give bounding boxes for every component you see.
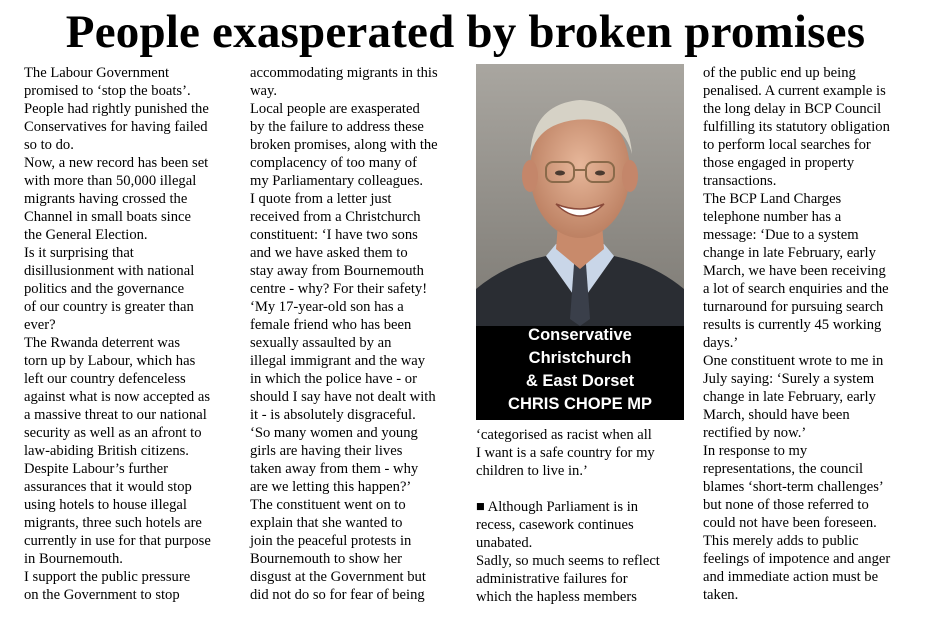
text-line: days.’ <box>703 335 739 351</box>
text-line: One constituent wrote to me in <box>703 353 884 369</box>
text-line: The constituent went on to <box>250 497 406 513</box>
text-line: turnaround for pursuing search <box>703 299 884 315</box>
text-line: July saying: ‘Surely a system <box>703 371 875 387</box>
text-line: ‘categorised as racist when all <box>476 427 652 443</box>
text-line: of our country is greater than <box>24 299 194 315</box>
text-line: fulfilling its statutory obligation <box>703 119 890 135</box>
text-line: People had rightly punished the <box>24 101 209 117</box>
text-line: to perform local searches for <box>703 137 871 153</box>
text-line: on the Government to stop <box>24 587 180 603</box>
text-line: Local people are exasperated <box>250 101 420 117</box>
text-line: telephone number has a <box>703 209 842 225</box>
column-3-text-a <box>476 426 684 480</box>
text-line: complacency of too many of <box>250 155 417 171</box>
text-line: taken away from them - why <box>250 461 419 477</box>
caption-line-constituency-1: Christchurch <box>528 349 632 367</box>
text-line: female friend who has been <box>250 317 412 333</box>
text-line: Sadly, so much seems to reflect <box>476 553 660 569</box>
text-line: blames ‘short-term challenges’ <box>703 479 884 495</box>
text-line: penalised. A current example is <box>703 83 886 99</box>
caption-line-party: Conservative <box>528 326 632 344</box>
text-line: could not have been foreseen. <box>703 515 877 531</box>
text-line: change in late February, early <box>703 389 876 405</box>
text-line: with more than 50,000 illegal <box>24 173 197 189</box>
text-line: representations, the council <box>703 461 864 477</box>
text-line: left our country defenceless <box>24 371 186 387</box>
text-line: and immediate action must be <box>703 569 879 585</box>
text-line: unabated. <box>476 535 533 551</box>
article-column-3 <box>476 64 684 606</box>
article-column-4 <box>703 64 918 604</box>
text-line: I support the public pressure <box>24 569 191 585</box>
text-line: by the failure to address these <box>250 119 424 135</box>
text-line: stay away from Bournemouth <box>250 263 424 279</box>
caption-line-constituency-2: & East Dorset <box>525 372 635 390</box>
headline: People exasperated by broken promises <box>65 6 866 58</box>
text-line: March, we have been receiving <box>703 263 886 279</box>
text-line: centre - why? For their safety! <box>250 281 428 297</box>
text-line: The BCP Land Charges <box>703 191 842 207</box>
text-line: Bournemouth to show her <box>250 551 403 567</box>
text-line: I want is a safe country for my <box>476 445 655 461</box>
text-line: Is it surprising that <box>24 245 134 261</box>
text-line: currently in use for that purpose <box>24 533 211 549</box>
text-line: the General Election. <box>24 227 148 243</box>
mp-portrait-photo <box>476 64 684 420</box>
text-line: disgust at the Government but <box>250 569 426 585</box>
text-line: March, should have been <box>703 407 850 423</box>
text-line: against what is now accepted as <box>24 389 211 405</box>
text-line: my Parliamentary colleagues. <box>250 173 424 189</box>
text-line: and we have asked them to <box>250 245 408 261</box>
text-line: recess, casework continues <box>476 517 634 533</box>
article-column-1 <box>24 64 239 604</box>
text-line: so to do. <box>24 137 74 153</box>
text-line: accommodating migrants in this <box>250 65 438 81</box>
text-line: I quote from a letter just <box>250 191 392 207</box>
photo-caption <box>476 324 684 416</box>
text-line: constituent: ‘I have two sons <box>250 227 418 243</box>
text-line: migrants, three such hotels are <box>24 515 202 531</box>
text-line: illegal immigrant and the way <box>250 353 426 369</box>
text-line: Conservatives for having failed <box>24 119 208 135</box>
text-line: ‘My 17-year-old son has a <box>250 299 404 315</box>
text-line: a lot of search enquiries and the <box>703 281 889 297</box>
article-column-2 <box>250 64 465 604</box>
text-line: in Bournemouth. <box>24 551 123 567</box>
text-line: assurances that it would stop <box>24 479 192 495</box>
text-line: migrants having crossed the <box>24 191 188 207</box>
text-line: should I say have not dealt with <box>250 389 436 405</box>
text-line: This merely adds to public <box>703 533 859 549</box>
text-line: in which the police have - or <box>250 371 417 387</box>
column-3-text-b <box>476 498 684 606</box>
text-line: Channel in small boats since <box>24 209 191 225</box>
text-line: sexually assaulted by an <box>250 335 392 351</box>
text-line: are we letting this happen?’ <box>250 479 412 495</box>
text-line: results is currently 45 working <box>703 317 882 333</box>
text-line: rectified by now.’ <box>703 425 807 441</box>
text-line: those engaged in property <box>703 155 855 171</box>
text-line: administrative failures for <box>476 571 628 587</box>
text-line: but none of those referred to <box>703 497 869 513</box>
text-line: feelings of impotence and anger <box>703 551 891 567</box>
text-line: explain that she wanted to <box>250 515 403 531</box>
text-line: change in late February, early <box>703 245 876 261</box>
text-line: The Rwanda deterrent was <box>24 335 181 351</box>
text-line: way. <box>250 83 278 99</box>
text-line: children to live in.’ <box>476 463 588 479</box>
text-line: girls are having their lives <box>250 443 403 459</box>
text-line: broken promises, along with the <box>250 137 438 153</box>
text-line: torn up by Labour, which has <box>24 353 196 369</box>
text-line: a massive threat to our national <box>24 407 207 423</box>
text-line: message: ‘Due to a system <box>703 227 859 243</box>
text-line: transactions. <box>703 173 777 189</box>
text-line: of the public end up being <box>703 65 856 81</box>
text-line: which the hapless members <box>476 589 637 605</box>
text-line: the long delay in BCP Council <box>703 101 882 117</box>
text-line: promised to ‘stop the boats’. <box>24 83 191 99</box>
text-line: ever? <box>24 317 56 333</box>
text-line: taken. <box>703 587 739 603</box>
text-line: did not do so for fear of being <box>250 587 425 603</box>
text-line: ‘So many women and young <box>250 425 418 441</box>
text-line: Now, a new record has been set <box>24 155 209 171</box>
text-line: join the peaceful protests in <box>250 533 412 549</box>
text-line: it - is absolutely disgraceful. <box>250 407 416 423</box>
text-line: security as well as an afront to <box>24 425 202 441</box>
text-line: ■ Although Parliament is in <box>476 499 639 515</box>
text-line: In response to my <box>703 443 808 459</box>
text-line: using hotels to house illegal <box>24 497 187 513</box>
text-line: law-abiding British citizens. <box>24 443 189 459</box>
text-line: Despite Labour’s further <box>24 461 168 477</box>
text-line: The Labour Government <box>24 65 170 81</box>
text-line: disillusionment with national <box>24 263 195 279</box>
text-line: received from a Christchurch <box>250 209 421 225</box>
caption-line-name: CHRIS CHOPE MP <box>508 395 652 413</box>
text-line: politics and the governance <box>24 281 185 297</box>
